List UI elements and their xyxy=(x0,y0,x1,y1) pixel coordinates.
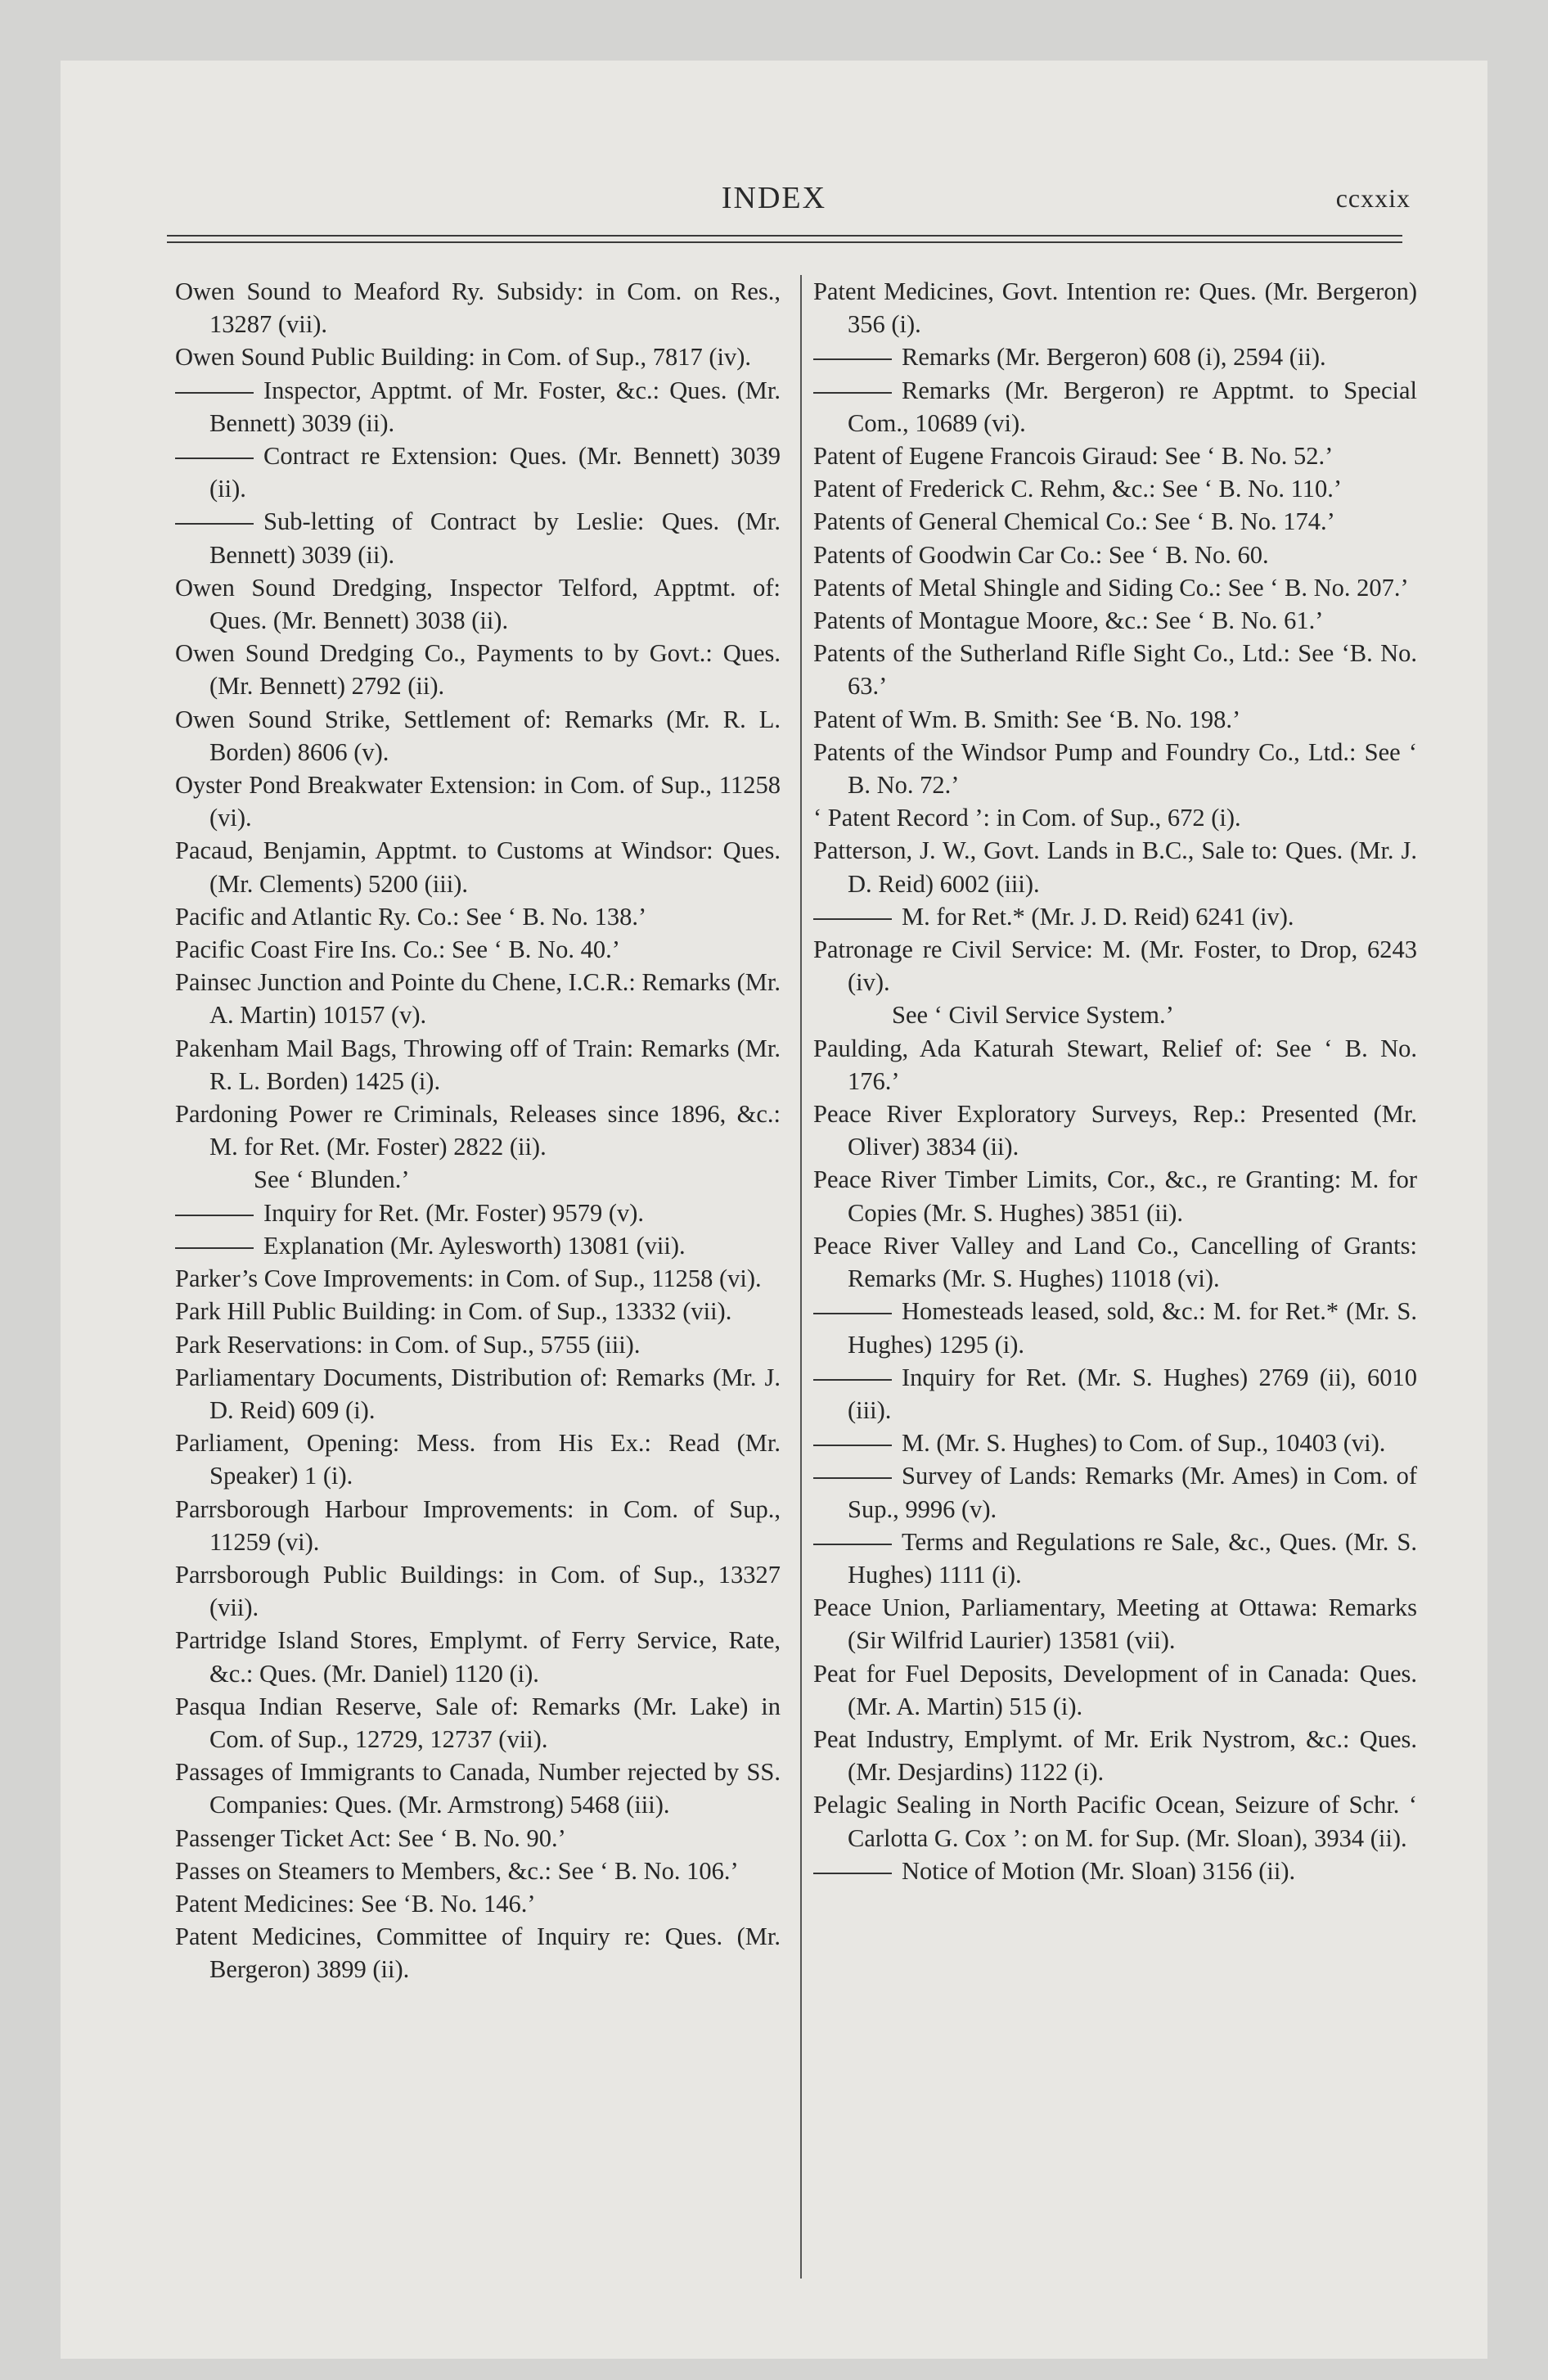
entry-text: See ‘ Blunden.’ xyxy=(254,1165,410,1194)
entry-text: Parliament, Opening: Mess. from His Ex.: Read (Mr. Speaker) 1 (i). xyxy=(175,1429,781,1490)
entry-text: Patterson, J. W., Govt. Lands in B.C., Sale to: Ques. (Mr. J. D. Reid) 6002 (iii). xyxy=(813,836,1417,898)
index-entry xyxy=(175,769,781,834)
entry-text: Inquiry for Ret. (Mr. Foster) 9579 (v). xyxy=(263,1198,645,1227)
entry-text: Peat Industry, Emplymt. of Mr. Erik Nystrom, &c.: Ques. (Mr. Desjardins) 1122 (i). xyxy=(813,1724,1417,1787)
entry-text: Patents of the Sutherland Rifle Sight Co., Ltd.: See ‘B. No. 63.’ xyxy=(813,639,1417,701)
entry-text: Peace River Exploratory Surveys, Rep.: Presented (Mr. Oliver) 3834 (ii). xyxy=(813,1100,1417,1161)
index-entry xyxy=(175,933,781,966)
index-entry xyxy=(175,1295,781,1327)
repeat-dash xyxy=(175,1247,254,1249)
index-subentry xyxy=(175,505,781,570)
index-entry xyxy=(813,1098,1417,1163)
entry-text: Notice of Motion (Mr. Sloan) 3156 (ii). xyxy=(902,1856,1296,1885)
entry-text: M. for Ret.* (Mr. J. D. Reid) 6241 (iv). xyxy=(902,902,1294,931)
entry-text: Patent Medicines: See ‘B. No. 146.’ xyxy=(175,1889,536,1918)
entry-text: Parliamentary Documents, Distribution of: Remarks (Mr. J. D. Reid) 609 (i). xyxy=(175,1363,781,1424)
index-column-right xyxy=(813,275,1417,1887)
entry-text: Park Reservations: in Com. of Sup., 5755 (iii). xyxy=(175,1330,641,1359)
entry-text: Homesteads leased, sold, &c.: M. for Ret.* (Mr. S. Hughes) 1295 (i). xyxy=(848,1297,1417,1359)
index-entry xyxy=(813,604,1417,637)
index-subentry xyxy=(813,1295,1417,1360)
index-entry xyxy=(813,637,1417,702)
entry-text: Patents of Goodwin Car Co.: See ‘ B. No. 60. xyxy=(813,540,1269,569)
entry-text: Patent Medicines, Govt. Intention re: Ques. (Mr. Bergeron) 356 (i). xyxy=(813,277,1417,339)
index-subentry xyxy=(813,1459,1417,1525)
page-title: INDEX xyxy=(721,181,827,215)
entry-text: Parrsborough Harbour Improvements: in Com. of Sup., 11259 (vi). xyxy=(175,1494,781,1556)
index-subentry xyxy=(175,439,781,505)
repeat-dash xyxy=(175,523,254,525)
index-subentry xyxy=(813,1855,1417,1887)
entry-text: Patents of Metal Shingle and Siding Co.: See ‘ B. No. 207.’ xyxy=(813,573,1409,602)
index-entry xyxy=(175,1361,781,1427)
index-entry xyxy=(813,505,1417,538)
index-entry xyxy=(175,1690,781,1756)
repeat-dash xyxy=(813,358,892,360)
index-entry xyxy=(813,1657,1417,1723)
entry-text: Patent of Eugene Francois Giraud: See ‘ B. No. 52.’ xyxy=(813,442,1334,471)
index-entry xyxy=(175,1887,781,1920)
entry-text: Terms and Regulations re Sale, &c., Ques. (Mr. S. Hughes) 1111 (i). xyxy=(848,1527,1417,1589)
index-entry xyxy=(813,1032,1417,1098)
index-entry xyxy=(175,900,781,933)
entry-text: Owen Sound Strike, Settlement of: Remarks (Mr. R. L. Borden) 8606 (v). xyxy=(175,705,781,766)
entry-text: Passages of Immigrants to Canada, Number rejected by SS. Companies: Ques. (Mr. Armstrong) 5468 (iii). xyxy=(175,1758,781,1819)
entry-text: Pasqua Indian Reserve, Sale of: Remarks (Mr. Lake) in Com. of Sup., 12729, 12737 (vii). xyxy=(175,1692,781,1753)
index-subentry xyxy=(175,1197,781,1229)
index-entry xyxy=(813,1591,1417,1657)
index-entry xyxy=(813,1229,1417,1295)
index-entry xyxy=(175,1756,781,1821)
repeat-dash xyxy=(813,1477,892,1479)
index-entry xyxy=(175,1624,781,1689)
repeat-dash xyxy=(813,1313,892,1314)
header-rule-top xyxy=(167,235,1402,237)
index-entry xyxy=(175,571,781,637)
index-entry xyxy=(813,1163,1417,1228)
index-entry xyxy=(175,275,781,340)
index-entry xyxy=(175,1855,781,1887)
index-entry xyxy=(813,1723,1417,1788)
repeat-dash xyxy=(813,918,892,920)
repeat-dash xyxy=(813,1873,892,1874)
entry-text: Pacaud, Benjamin, Apptmt. to Customs at Windsor: Ques. (Mr. Clements) 5200 (iii). xyxy=(175,836,781,898)
repeat-dash xyxy=(813,392,892,394)
entry-text: Parker’s Cove Improvements: in Com. of Sup., 11258 (vi). xyxy=(175,1264,762,1293)
entry-text: Pelagic Sealing in North Pacific Ocean, Seizure of Schr. ‘ Carlotta G. Cox ’: on M. for Sup. (Mr. Sloan), 3934 (ii). xyxy=(813,1791,1417,1852)
entry-text: Pacific and Atlantic Ry. Co.: See ‘ B. No. 138.’ xyxy=(175,902,647,931)
entry-text: Owen Sound to Meaford Ry. Subsidy: in Com. on Res., 13287 (vii). xyxy=(175,277,781,339)
entry-text: Contract re Extension: Ques. (Mr. Bennett) 3039 (ii). xyxy=(209,442,781,503)
column-divider xyxy=(800,275,802,2279)
index-entry xyxy=(175,1427,781,1492)
index-entry xyxy=(813,539,1417,571)
index-page xyxy=(61,61,1487,2359)
index-subentry xyxy=(813,1361,1417,1427)
entry-text: See ‘ Civil Service System.’ xyxy=(892,1001,1174,1030)
index-column-left xyxy=(175,275,781,1986)
index-entry xyxy=(175,966,781,1031)
index-entry xyxy=(175,1822,781,1855)
entry-text: Passenger Ticket Act: See ‘ B. No. 90.’ xyxy=(175,1823,566,1852)
entry-text: Park Hill Public Building: in Com. of Sup., 13332 (vii). xyxy=(175,1297,732,1326)
repeat-dash xyxy=(813,1445,892,1446)
repeat-dash xyxy=(175,458,254,459)
entry-text: Patent of Frederick C. Rehm, &c.: See ‘ B. No. 110.’ xyxy=(813,475,1343,503)
entry-text: Explanation (Mr. Aylesworth) 13081 (vii). xyxy=(263,1231,686,1260)
entry-text: Patent Medicines, Committee of Inquiry re: Ques. (Mr. Bergeron) 3899 (ii). xyxy=(175,1922,781,1984)
entry-text: Inspector, Apptmt. of Mr. Foster, &c.: Ques. (Mr. Bennett) 3039 (ii). xyxy=(209,376,781,437)
entry-text: Patent of Wm. B. Smith: See ‘B. No. 198.’ xyxy=(813,705,1241,733)
repeat-dash xyxy=(175,392,254,394)
entry-text: Peat for Fuel Deposits, Development of in Canada: Ques. (Mr. A. Martin) 515 (i). xyxy=(813,1659,1417,1720)
index-entry xyxy=(175,1032,781,1098)
entry-text: Inquiry for Ret. (Mr. S. Hughes) 2769 (ii), 6010 (iii). xyxy=(848,1363,1417,1424)
index-subentry xyxy=(813,1526,1417,1591)
repeat-dash xyxy=(813,1379,892,1381)
entry-text: Painsec Junction and Pointe du Chene, I.C.R.: Remarks (Mr. A. Martin) 10157 (v). xyxy=(175,968,781,1030)
index-entry xyxy=(813,834,1417,899)
index-entry xyxy=(175,1558,781,1624)
index-subentry xyxy=(813,1427,1417,1459)
entry-text: Peace River Valley and Land Co., Cancelling of Grants: Remarks (Mr. S. Hughes) 11018 (vi). xyxy=(813,1231,1417,1293)
entry-text: ‘ Patent Record ’: in Com. of Sup., 672 (i). xyxy=(813,804,1241,832)
entry-text: Remarks (Mr. Bergeron) 608 (i), 2594 (ii). xyxy=(902,343,1326,372)
entry-text: Owen Sound Public Building: in Com. of Sup., 7817 (iv). xyxy=(175,343,752,372)
index-see-reference xyxy=(813,998,1417,1031)
repeat-dash xyxy=(175,1215,254,1216)
index-entry xyxy=(813,1788,1417,1854)
index-see-reference xyxy=(175,1163,781,1196)
index-subentry xyxy=(175,374,781,439)
index-entry xyxy=(813,571,1417,604)
entry-text: Remarks (Mr. Bergeron) re Apptmt. to Special Com., 10689 (vi). xyxy=(848,376,1417,437)
index-subentry xyxy=(175,1229,781,1262)
index-entry xyxy=(813,703,1417,736)
index-entry xyxy=(813,933,1417,998)
index-entry xyxy=(175,1262,781,1295)
entry-text: Paulding, Ada Katurah Stewart, Relief of: See ‘ B. No. 176.’ xyxy=(813,1034,1417,1095)
index-entry xyxy=(175,340,781,373)
index-entry xyxy=(175,834,781,899)
index-subentry xyxy=(813,374,1417,439)
entry-text: Patents of the Windsor Pump and Foundry Co., Ltd.: See ‘ B. No. 72.’ xyxy=(813,737,1417,800)
entry-text: Patronage re Civil Service: M. (Mr. Foster, to Drop, 6243 (iv). xyxy=(813,935,1417,997)
entry-text: Sub-letting of Contract by Leslie: Ques. (Mr. Bennett) 3039 (ii). xyxy=(209,507,781,569)
entry-text: M. (Mr. S. Hughes) to Com. of Sup., 10403 (vi). xyxy=(902,1429,1386,1458)
entry-text: Pardoning Power re Criminals, Releases since 1896, &c.: M. for Ret. (Mr. Foster) 2822 (ii). xyxy=(175,1100,781,1161)
index-entry xyxy=(175,637,781,702)
index-entry xyxy=(175,1920,781,1986)
index-entry xyxy=(813,439,1417,472)
index-entry xyxy=(813,736,1417,801)
entry-text: Parrsborough Public Buildings: in Com. of Sup., 13327 (vii). xyxy=(175,1560,781,1622)
entry-text: Survey of Lands: Remarks (Mr. Ames) in Com. of Sup., 9996 (v). xyxy=(848,1462,1417,1523)
entry-text: Pakenham Mail Bags, Throwing off of Train: Remarks (Mr. R. L. Borden) 1425 (i). xyxy=(175,1034,781,1095)
entry-text: Peace River Timber Limits, Cor., &c., re Granting: M. for Copies (Mr. S. Hughes) 3851 (ii). xyxy=(813,1165,1417,1227)
index-entry xyxy=(175,703,781,769)
entry-text: Peace Union, Parliamentary, Meeting at Ottawa: Remarks (Sir Wilfrid Laurier) 13581 (vii). xyxy=(813,1593,1417,1655)
header-rule-bottom xyxy=(167,241,1402,243)
index-entry xyxy=(813,472,1417,505)
entry-text: Oyster Pond Breakwater Extension: in Com. of Sup., 11258 (vi). xyxy=(175,771,781,832)
page-number: ccxxix xyxy=(1335,183,1411,213)
index-subentry xyxy=(813,900,1417,933)
entry-text: Owen Sound Dredging, Inspector Telford, Apptmt. of: Ques. (Mr. Bennett) 3038 (ii). xyxy=(175,573,781,635)
index-entry xyxy=(813,275,1417,340)
entry-text: Pacific Coast Fire Ins. Co.: See ‘ B. No. 40.’ xyxy=(175,935,620,964)
repeat-dash xyxy=(813,1544,892,1545)
entry-text: Patents of Montague Moore, &c.: See ‘ B. No. 61.’ xyxy=(813,606,1324,635)
entry-text: Patents of General Chemical Co.: See ‘ B. No. 174.’ xyxy=(813,507,1335,536)
entry-text: Partridge Island Stores, Emplymt. of Ferry Service, Rate, &c.: Ques. (Mr. Daniel) 1120 (i). xyxy=(175,1626,781,1688)
index-entry xyxy=(175,1098,781,1163)
index-entry xyxy=(813,801,1417,834)
index-entry xyxy=(175,1493,781,1558)
entry-text: Passes on Steamers to Members, &c.: See ‘ B. No. 106.’ xyxy=(175,1856,739,1885)
entry-text: Owen Sound Dredging Co., Payments to by Govt.: Ques. (Mr. Bennett) 2792 (ii). xyxy=(175,639,781,701)
index-subentry xyxy=(813,340,1417,373)
index-entry xyxy=(175,1328,781,1361)
